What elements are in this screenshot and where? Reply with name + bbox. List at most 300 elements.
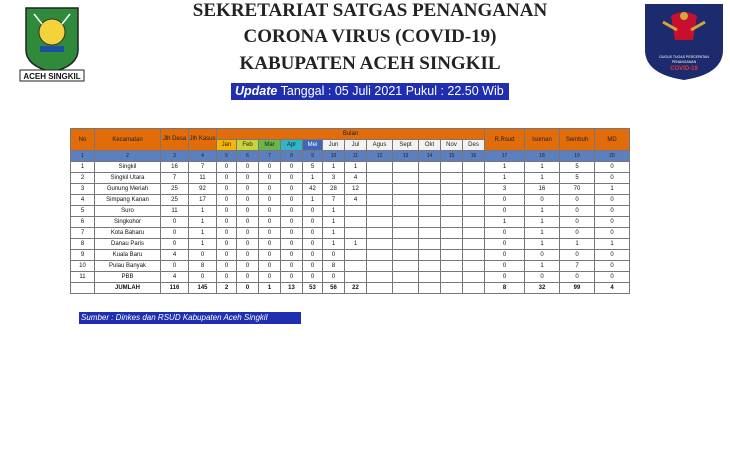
- row-jlh-kasus: 0: [189, 272, 217, 283]
- row-sembuh: 0: [560, 195, 595, 206]
- row-month-value: [419, 184, 441, 195]
- row-month-value: 0: [237, 184, 259, 195]
- source-note: Sumber : Dinkes dan RSUD Kabupaten Aceh Singkil: [79, 312, 301, 324]
- row-month-value: 0: [237, 239, 259, 250]
- row-md: 1: [595, 239, 630, 250]
- row-month-value: 0: [281, 195, 303, 206]
- update-label: Update: [235, 84, 278, 98]
- row-month-value: 0: [259, 195, 281, 206]
- row-sembuh: 0: [560, 250, 595, 261]
- row-month-value: [393, 195, 419, 206]
- row-md: 0: [595, 272, 630, 283]
- row-month-value: [367, 239, 393, 250]
- column-number: 9: [303, 151, 323, 162]
- total-month-value: [441, 283, 463, 294]
- title-line-2: CORONA VIRUS (COVID-19): [243, 26, 497, 47]
- title-line-1: SEKRETARIAT SATGAS PENANGANAN: [192, 0, 548, 21]
- table-row: [71, 184, 630, 195]
- row-no: 11: [71, 272, 95, 283]
- logo-right-text-1: GUGUS TUGAS PERCEPATAN: [659, 55, 709, 59]
- month-agus: Agus: [367, 140, 393, 151]
- row-month-value: [441, 173, 463, 184]
- header-isoman: Isoman: [525, 129, 560, 151]
- row-month-value: 0: [259, 228, 281, 239]
- row-rsud: 0: [485, 239, 525, 250]
- row-kecamatan: Kuala Baru: [95, 250, 161, 261]
- row-isoman: 1: [525, 228, 560, 239]
- row-month-value: [367, 162, 393, 173]
- row-month-value: 42: [303, 184, 323, 195]
- total-month-value: [393, 283, 419, 294]
- row-month-value: 0: [259, 250, 281, 261]
- row-month-value: 0: [237, 261, 259, 272]
- month-jan: Jan: [217, 140, 237, 151]
- row-jlh-kasus: 8: [189, 261, 217, 272]
- row-jlh-desa: 0: [161, 228, 189, 239]
- row-month-value: 0: [237, 217, 259, 228]
- row-month-value: 0: [281, 228, 303, 239]
- row-month-value: 0: [281, 184, 303, 195]
- row-no: 10: [71, 261, 95, 272]
- update-datetime: Tanggal : 05 Juli 2021 Pukul : 22.50 Wib: [280, 84, 504, 98]
- row-kecamatan: Danau Paris: [95, 239, 161, 250]
- row-month-value: [441, 195, 463, 206]
- row-md: 0: [595, 250, 630, 261]
- row-jlh-desa: 4: [161, 272, 189, 283]
- row-sembuh: 7: [560, 261, 595, 272]
- row-month-value: [367, 184, 393, 195]
- total-month-value: 56: [323, 283, 345, 294]
- row-month-value: 0: [303, 206, 323, 217]
- row-rsud: 0: [485, 228, 525, 239]
- row-month-value: [441, 206, 463, 217]
- title-line-3: KABUPATEN ACEH SINGKIL: [239, 53, 501, 74]
- row-month-value: [463, 272, 485, 283]
- row-sembuh: 0: [560, 217, 595, 228]
- row-month-value: 0: [303, 250, 323, 261]
- row-month-value: 0: [217, 173, 237, 184]
- month-feb: Feb: [237, 140, 259, 151]
- row-month-value: [419, 173, 441, 184]
- row-month-value: [419, 261, 441, 272]
- covid-cases-table: [70, 128, 630, 294]
- row-jlh-desa: 11: [161, 206, 189, 217]
- row-jlh-kasus: 7: [189, 162, 217, 173]
- row-month-value: [463, 217, 485, 228]
- total-sembuh: 99: [560, 283, 595, 294]
- row-kecamatan: Suro: [95, 206, 161, 217]
- row-month-value: 1: [323, 239, 345, 250]
- row-month-value: 5: [303, 162, 323, 173]
- header-jlh-desa: Jlh Desa: [161, 129, 189, 151]
- table-row: [71, 228, 630, 239]
- row-month-value: 8: [323, 261, 345, 272]
- row-kecamatan: PBB: [95, 272, 161, 283]
- row-jlh-kasus: 1: [189, 206, 217, 217]
- row-kecamatan: Gunung Meriah: [95, 184, 161, 195]
- row-month-value: 1: [323, 206, 345, 217]
- row-month-value: [419, 239, 441, 250]
- row-month-value: [367, 206, 393, 217]
- row-isoman: 1: [525, 206, 560, 217]
- table-row: [71, 217, 630, 228]
- row-jlh-desa: 25: [161, 195, 189, 206]
- row-month-value: 0: [281, 217, 303, 228]
- column-number: 6: [237, 151, 259, 162]
- row-month-value: [345, 261, 367, 272]
- column-number: 7: [259, 151, 281, 162]
- row-month-value: 3: [323, 173, 345, 184]
- total-month-value: 1: [259, 283, 281, 294]
- logo-left-banner: ACEH SINGKIL: [23, 72, 81, 81]
- row-md: 0: [595, 206, 630, 217]
- total-row: [71, 283, 630, 294]
- table-row: [71, 195, 630, 206]
- row-isoman: 16: [525, 184, 560, 195]
- row-month-value: [367, 272, 393, 283]
- row-month-value: [393, 272, 419, 283]
- row-month-value: 7: [323, 195, 345, 206]
- column-number: 12: [367, 151, 393, 162]
- row-jlh-desa: 0: [161, 239, 189, 250]
- row-md: 0: [595, 261, 630, 272]
- row-month-value: 0: [281, 239, 303, 250]
- row-month-value: 0: [323, 272, 345, 283]
- row-isoman: 0: [525, 272, 560, 283]
- row-isoman: 1: [525, 239, 560, 250]
- row-rsud: 3: [485, 184, 525, 195]
- row-jlh-desa: 25: [161, 184, 189, 195]
- total-no-empty: [71, 283, 95, 294]
- aceh-singkil-emblem-icon: [18, 4, 86, 82]
- row-kecamatan: Singkohor: [95, 217, 161, 228]
- total-isoman: 32: [525, 283, 560, 294]
- row-rsud: 1: [485, 162, 525, 173]
- row-jlh-kasus: 11: [189, 173, 217, 184]
- total-month-value: 2: [217, 283, 237, 294]
- column-number: 19: [560, 151, 595, 162]
- row-month-value: 1: [345, 239, 367, 250]
- row-rsud: 0: [485, 272, 525, 283]
- row-md: 0: [595, 162, 630, 173]
- total-rsud: 8: [485, 283, 525, 294]
- column-number: 20: [595, 151, 630, 162]
- header-rsud: R.Rsud: [485, 129, 525, 151]
- row-month-value: [393, 239, 419, 250]
- row-month-value: 0: [303, 261, 323, 272]
- total-month-value: 53: [303, 283, 323, 294]
- row-month-value: [367, 261, 393, 272]
- column-number: 2: [95, 151, 161, 162]
- total-md: 4: [595, 283, 630, 294]
- row-month-value: [441, 272, 463, 283]
- header-md: MD: [595, 129, 630, 151]
- row-month-value: 0: [237, 173, 259, 184]
- month-apr: Apr: [281, 140, 303, 151]
- month-okt: Okt: [419, 140, 441, 151]
- row-month-value: [419, 228, 441, 239]
- row-no: 3: [71, 184, 95, 195]
- row-month-value: 0: [303, 228, 323, 239]
- row-month-value: 0: [217, 162, 237, 173]
- column-number: 8: [281, 151, 303, 162]
- row-month-value: [345, 228, 367, 239]
- row-month-value: [441, 184, 463, 195]
- row-rsud: 0: [485, 250, 525, 261]
- row-month-value: 0: [259, 272, 281, 283]
- row-month-value: [419, 195, 441, 206]
- total-month-value: 22: [345, 283, 367, 294]
- row-md: 0: [595, 195, 630, 206]
- row-month-value: [441, 239, 463, 250]
- column-number: 11: [345, 151, 367, 162]
- row-month-value: 0: [237, 162, 259, 173]
- table-row: [71, 250, 630, 261]
- row-isoman: 0: [525, 250, 560, 261]
- row-month-value: [441, 162, 463, 173]
- row-month-value: 0: [217, 195, 237, 206]
- row-no: 8: [71, 239, 95, 250]
- row-month-value: 4: [345, 195, 367, 206]
- row-no: 9: [71, 250, 95, 261]
- row-month-value: [367, 217, 393, 228]
- total-month-value: [367, 283, 393, 294]
- row-month-value: 1: [303, 195, 323, 206]
- row-month-value: 0: [259, 261, 281, 272]
- column-number: 18: [525, 151, 560, 162]
- row-sembuh: 0: [560, 206, 595, 217]
- column-number: 3: [161, 151, 189, 162]
- row-month-value: [393, 228, 419, 239]
- logo-right-text-3: COVID-19: [670, 66, 698, 72]
- row-sembuh: 0: [560, 272, 595, 283]
- row-month-value: 1: [303, 173, 323, 184]
- row-month-value: [393, 173, 419, 184]
- row-month-value: [441, 228, 463, 239]
- row-no: 6: [71, 217, 95, 228]
- column-number: 13: [393, 151, 419, 162]
- row-month-value: 0: [217, 239, 237, 250]
- row-jlh-desa: 0: [161, 217, 189, 228]
- header-kecamatan: Kecamatan: [95, 129, 161, 151]
- row-month-value: [367, 195, 393, 206]
- column-number: 1: [71, 151, 95, 162]
- logo-right-text-2: PENANGANAN: [671, 60, 697, 64]
- row-month-value: [463, 173, 485, 184]
- row-kecamatan: Singkil Utara: [95, 173, 161, 184]
- month-jun: Jun: [323, 140, 345, 151]
- row-month-value: 0: [259, 162, 281, 173]
- header-bulan: Bulan: [217, 129, 485, 140]
- row-rsud: 0: [485, 261, 525, 272]
- row-jlh-desa: 7: [161, 173, 189, 184]
- row-month-value: [419, 250, 441, 261]
- row-month-value: 0: [303, 272, 323, 283]
- row-month-value: [463, 239, 485, 250]
- total-month-value: [463, 283, 485, 294]
- month-mar: Mar: [259, 140, 281, 151]
- row-jlh-kasus: 92: [189, 184, 217, 195]
- row-month-value: 0: [281, 173, 303, 184]
- row-month-value: [393, 250, 419, 261]
- row-month-value: 0: [217, 250, 237, 261]
- row-isoman: 0: [525, 195, 560, 206]
- total-jlh-desa: 116: [161, 283, 189, 294]
- month-jul: Jul: [345, 140, 367, 151]
- row-md: 0: [595, 228, 630, 239]
- row-month-value: [463, 162, 485, 173]
- row-jlh-desa: 4: [161, 250, 189, 261]
- row-jlh-kasus: 0: [189, 250, 217, 261]
- row-month-value: [441, 250, 463, 261]
- row-month-value: 0: [259, 239, 281, 250]
- row-month-value: 0: [259, 206, 281, 217]
- row-month-value: [367, 250, 393, 261]
- row-month-value: [393, 217, 419, 228]
- column-number: 5: [217, 151, 237, 162]
- total-month-value: 13: [281, 283, 303, 294]
- column-number: 10: [323, 151, 345, 162]
- row-month-value: 1: [323, 228, 345, 239]
- column-number: 17: [485, 151, 525, 162]
- row-isoman: 1: [525, 217, 560, 228]
- column-number: 15: [441, 151, 463, 162]
- row-month-value: [345, 217, 367, 228]
- row-month-value: 0: [217, 184, 237, 195]
- row-rsud: 0: [485, 195, 525, 206]
- row-md: 0: [595, 217, 630, 228]
- row-kecamatan: Simpang Kanan: [95, 195, 161, 206]
- row-month-value: 0: [237, 250, 259, 261]
- update-banner: [231, 83, 509, 100]
- row-sembuh: 0: [560, 228, 595, 239]
- row-jlh-kasus: 1: [189, 228, 217, 239]
- row-kecamatan: Kota Baharu: [95, 228, 161, 239]
- total-month-value: 0: [237, 283, 259, 294]
- row-month-value: [441, 217, 463, 228]
- row-jlh-kasus: 1: [189, 217, 217, 228]
- row-month-value: 0: [259, 184, 281, 195]
- row-month-value: [367, 228, 393, 239]
- month-des: Des: [463, 140, 485, 151]
- table-row: [71, 162, 630, 173]
- table-row: [71, 272, 630, 283]
- row-no: 1: [71, 162, 95, 173]
- row-month-value: 0: [217, 261, 237, 272]
- row-month-value: 4: [345, 173, 367, 184]
- row-month-value: 0: [303, 217, 323, 228]
- row-jlh-kasus: 17: [189, 195, 217, 206]
- row-month-value: [393, 206, 419, 217]
- row-month-value: [463, 261, 485, 272]
- month-mei: Mei: [303, 140, 323, 151]
- row-month-value: 1: [323, 162, 345, 173]
- row-month-value: [393, 162, 419, 173]
- row-no: 4: [71, 195, 95, 206]
- row-month-value: [419, 206, 441, 217]
- row-md: 0: [595, 173, 630, 184]
- total-label: JUMLAH: [95, 283, 161, 294]
- row-month-value: 0: [281, 162, 303, 173]
- row-month-value: [419, 162, 441, 173]
- row-month-value: [345, 250, 367, 261]
- row-month-value: 0: [281, 250, 303, 261]
- table-row: [71, 206, 630, 217]
- header-sembuh: Sembuh: [560, 129, 595, 151]
- row-month-value: 28: [323, 184, 345, 195]
- row-jlh-desa: 16: [161, 162, 189, 173]
- row-month-value: 0: [303, 239, 323, 250]
- row-month-value: [463, 184, 485, 195]
- row-jlh-desa: 0: [161, 261, 189, 272]
- column-number-row: [71, 151, 630, 162]
- row-kecamatan: Singkil: [95, 162, 161, 173]
- row-sembuh: 5: [560, 162, 595, 173]
- total-month-value: [419, 283, 441, 294]
- row-month-value: [393, 261, 419, 272]
- row-isoman: 1: [525, 162, 560, 173]
- column-number: 16: [463, 151, 485, 162]
- row-month-value: 1: [345, 162, 367, 173]
- row-month-value: 0: [217, 217, 237, 228]
- row-month-value: [463, 206, 485, 217]
- month-nov: Nov: [441, 140, 463, 151]
- row-month-value: [345, 206, 367, 217]
- row-month-value: 0: [237, 228, 259, 239]
- row-month-value: 0: [281, 206, 303, 217]
- row-no: 7: [71, 228, 95, 239]
- row-isoman: 1: [525, 261, 560, 272]
- row-month-value: [463, 195, 485, 206]
- row-month-value: 0: [281, 261, 303, 272]
- total-jlh-kasus: 145: [189, 283, 217, 294]
- row-month-value: [419, 272, 441, 283]
- table-row: [71, 173, 630, 184]
- row-month-value: 0: [217, 228, 237, 239]
- row-month-value: [345, 272, 367, 283]
- row-sembuh: 70: [560, 184, 595, 195]
- row-no: 2: [71, 173, 95, 184]
- row-month-value: 0: [237, 272, 259, 283]
- row-month-value: 1: [323, 217, 345, 228]
- column-number: 4: [189, 151, 217, 162]
- row-jlh-kasus: 1: [189, 239, 217, 250]
- table-row: [71, 261, 630, 272]
- row-month-value: 0: [237, 206, 259, 217]
- row-rsud: 1: [485, 173, 525, 184]
- row-month-value: [393, 184, 419, 195]
- row-no: 5: [71, 206, 95, 217]
- row-month-value: [463, 228, 485, 239]
- table-row: [71, 239, 630, 250]
- row-sembuh: 5: [560, 173, 595, 184]
- row-month-value: 0: [281, 272, 303, 283]
- row-kecamatan: Pulau Banyak: [95, 261, 161, 272]
- row-month-value: [419, 217, 441, 228]
- row-month-value: 0: [217, 272, 237, 283]
- header-jlh-kasus: Jlh Kasus: [189, 129, 217, 151]
- row-month-value: 0: [259, 217, 281, 228]
- row-month-value: [367, 173, 393, 184]
- row-md: 1: [595, 184, 630, 195]
- header-no: No: [71, 129, 95, 151]
- row-rsud: 1: [485, 217, 525, 228]
- row-sembuh: 1: [560, 239, 595, 250]
- month-sept: Sept: [393, 140, 419, 151]
- row-month-value: 0: [217, 206, 237, 217]
- row-month-value: [441, 261, 463, 272]
- row-month-value: 0: [259, 173, 281, 184]
